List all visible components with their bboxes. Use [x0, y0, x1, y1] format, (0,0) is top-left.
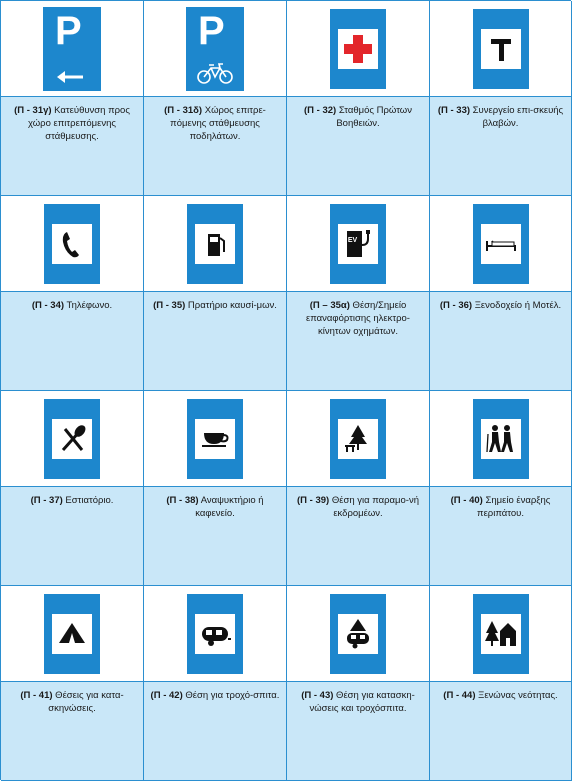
caravan-sign — [187, 594, 243, 674]
caption-p37: (Π - 37) Εστιατόριο. — [1, 487, 144, 586]
caption-p33: (Π - 33) Συνεργείο επι-σκευής βλαβών. — [430, 97, 572, 196]
telephone-icon — [52, 224, 92, 264]
caption-p31d: (Π - 31δ) Χώρος επιτρε-πόμενης στάθμευσης ποδηλάτων. — [144, 97, 287, 196]
parking-letter: P — [198, 8, 225, 53]
bed-icon — [481, 224, 521, 264]
ev-label: EV — [347, 236, 358, 244]
caption-p43: (Π - 43) Θέση για κατασκη-νώσεις και τροχόσπιτα. — [287, 682, 430, 781]
hotel-sign — [473, 204, 529, 284]
sign-cell-p44 — [430, 586, 572, 682]
hammer-icon — [481, 29, 521, 69]
caption-p35a: (Π – 35α) Θέση/Σημείο επαναφόρτισης ηλεκτρο-κίνητων οχημάτων. — [287, 292, 430, 391]
caption-p38: (Π - 38) Αναψυκτήριο ή καφενείο. — [144, 487, 287, 586]
hiking-sign — [473, 399, 529, 479]
fuel-pump-icon — [195, 224, 235, 264]
telephone-sign — [44, 204, 100, 284]
caption-p32: (Π - 32) Σταθμός Πρώτων Βοηθειών. — [287, 97, 430, 196]
picnic-sign — [330, 399, 386, 479]
caption-p39: (Π - 39) Θέση για παραμο-νή εκδρομέων. — [287, 487, 430, 586]
repair-sign — [473, 9, 529, 89]
sign-cell-p37 — [1, 391, 144, 487]
tent-icon — [52, 614, 92, 654]
cafe-sign — [187, 399, 243, 479]
tent-caravan-icon — [338, 614, 378, 654]
fork-knife-icon — [52, 419, 92, 459]
sign-cell-p42 — [144, 586, 287, 682]
camping-sign — [44, 594, 100, 674]
caption-p35: (Π - 35) Πρατήριο καυσί-μων. — [144, 292, 287, 391]
youth-hostel-sign — [473, 594, 529, 674]
hikers-icon — [481, 419, 521, 459]
sign-cell-p43 — [287, 586, 430, 682]
camping-caravan-sign — [330, 594, 386, 674]
youth-hostel-icon — [481, 614, 521, 654]
sign-cell-p41 — [1, 586, 144, 682]
picnic-tree-icon — [338, 419, 378, 459]
sign-cell-p36 — [430, 196, 572, 292]
sign-cell-p35 — [144, 196, 287, 292]
caption-p34: (Π - 34) Τηλέφωνο. — [1, 292, 144, 391]
fuel-sign — [187, 204, 243, 284]
caption-p42: (Π - 42) Θέση για τροχό-σπιτα. — [144, 682, 287, 781]
caption-p36: (Π - 36) Ξενοδοχείο ή Μοτέλ. — [430, 292, 572, 391]
caption-p41: (Π - 41) Θέσεις για κατα-σκηνώσεις. — [1, 682, 144, 781]
parking-left-arrow-icon — [43, 7, 101, 91]
sign-cell-p40 — [430, 391, 572, 487]
caption-p31g: (Π - 31γ) Κατεύθυνση προς χώρο επιτρεπόμενης στάθμευσης. — [1, 97, 144, 196]
sign-cell-p33 — [430, 1, 572, 97]
sign-cell-p34 — [1, 196, 144, 292]
sign-cell-p31g — [1, 1, 144, 97]
restaurant-sign — [44, 399, 100, 479]
caravan-icon — [195, 614, 235, 654]
parking-bicycle-icon — [186, 7, 244, 91]
ev-charger-icon — [338, 224, 378, 264]
parking-letter: P — [55, 8, 82, 53]
first-aid-cross-icon — [338, 29, 378, 69]
sign-cell-p38 — [144, 391, 287, 487]
sign-cell-p31d — [144, 1, 287, 97]
caption-p44: (Π - 44) Ξενώνας νεότητας. — [430, 682, 572, 781]
first-aid-sign — [330, 9, 386, 89]
caption-p40: (Π - 40) Σημείο έναρξης περιπάτου. — [430, 487, 572, 586]
sign-cell-p39 — [287, 391, 430, 487]
coffee-cup-icon — [195, 419, 235, 459]
sign-cell-p32 — [287, 1, 430, 97]
sign-cell-p35a — [287, 196, 430, 292]
ev-charging-sign — [330, 204, 386, 284]
